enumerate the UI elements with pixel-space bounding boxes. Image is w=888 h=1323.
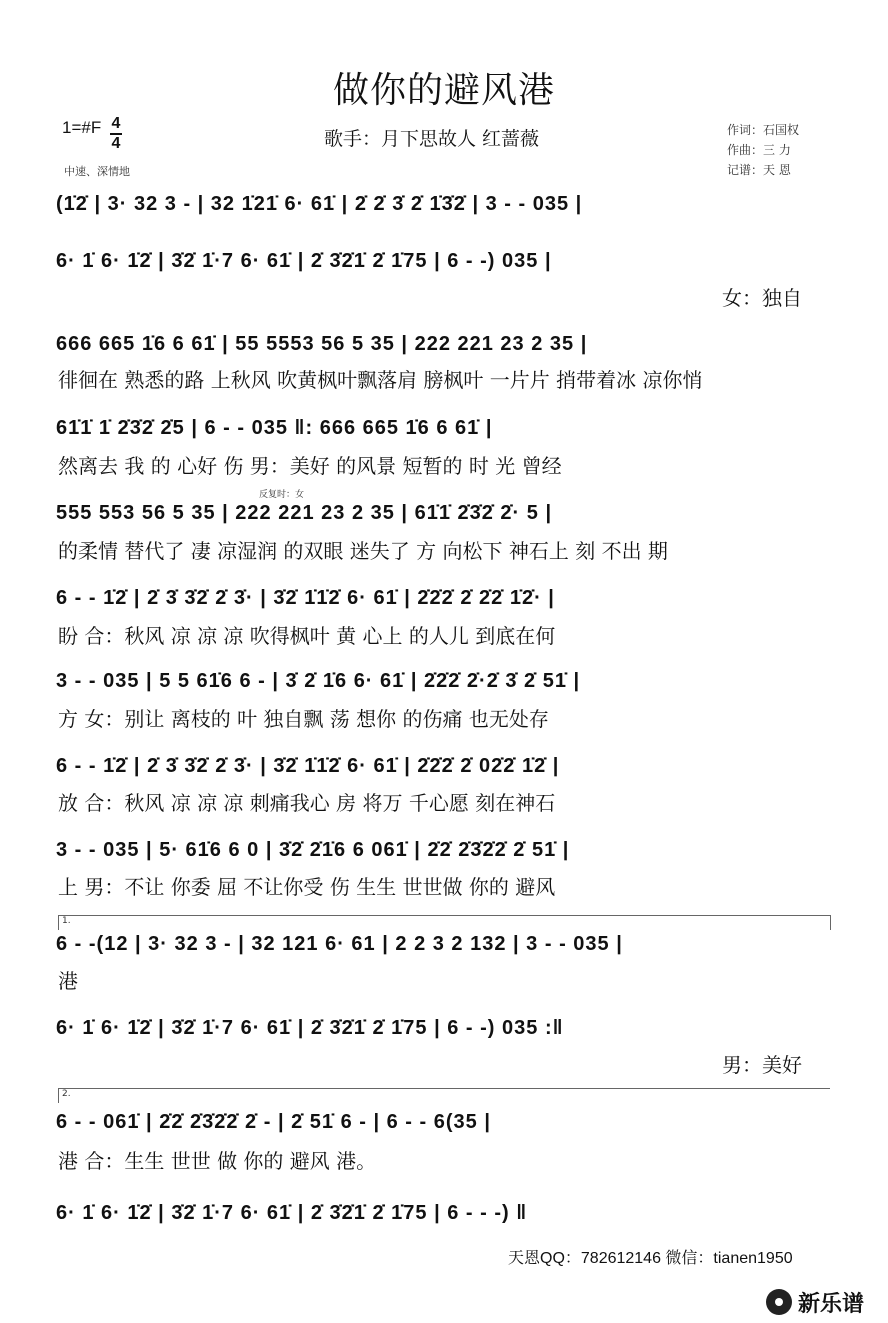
- score-line-6: 6 - - 1̇2̇ | 2̇ 3̇ 3̇2̇ 2̇ 3̇· | 3̇2̇ 1̇1̇2̇ 6· 61̇ | 2̇2̇2̇ 2̇ 2̇2̇ 1̇2̇· |: [56, 587, 555, 609]
- key-signature: 1=#F: [62, 118, 102, 137]
- contact-footer: 天恩QQ：782612146 微信：tianen1950: [508, 1250, 793, 1267]
- lyric-line-3: 徘徊在 熟悉的路 上秋风 吹黄枫叶飘落肩 膀枫叶 一片片 捎带着冰 凉你悄: [58, 368, 703, 392]
- credits: [727, 120, 799, 180]
- score-line-5: 555 553 56 5 35 | 222 221 23 2 35 | 61̇1̇ 2̇3̇2̇ 2̇· 5 |: [56, 502, 553, 524]
- lyric-line-4: 然离去 我 的 心好 伤 男：美好 的风景 短暂的 时 光 曾经: [58, 454, 562, 478]
- lyric-line-9: 上 男：不让 你委 屈 不让你受 伤 生生 世世做 你的 避风: [58, 875, 556, 899]
- score-line-1: (1̇2̇ | 3· 32 3 - | 32 1̇21̇ 6· 61̇ | 2̇ 2̇ 3̇ 2̇ 1̇3̇2̇ | 3 - - 035 |: [56, 193, 583, 215]
- logo-text: 新乐谱: [798, 1291, 865, 1317]
- meter-top: 4: [111, 115, 121, 132]
- repeat-tag: 反复时：女: [259, 490, 305, 500]
- lyric-line-5: 的柔情 替代了 凄 凉湿润 的双眼 迷失了 方 向松下 神石上 刻 不出 期: [58, 539, 668, 563]
- volta-2-label: 2.: [62, 1089, 71, 1099]
- lyric-line-10: 港: [58, 969, 78, 993]
- singer-line: 歌手：月下思故人 红蔷薇: [324, 128, 540, 150]
- score-line-2: 6· 1̇ 6· 1̇2̇ | 3̇2̇ 1̇·7 6· 61̇ | 2̇ 3̇2̇1̇ 2̇ 1̇75 | 6 - -) 035 |: [56, 250, 552, 272]
- score-line-11: 6· 1̇ 6· 1̇2̇ | 3̇2̇ 1̇·7 6· 61̇ | 2̇ 3̇2̇1̇ 2̇ 1̇75 | 6 - -) 035 :‖: [56, 1017, 564, 1039]
- lyric-line-8: 放 合：秋风 凉 凉 凉 刺痛我心 房 将万 千心愿 刻在神石: [58, 791, 556, 815]
- volta-1-label: 1.: [62, 916, 71, 926]
- lyric-line-6: 盼 合：秋风 凉 凉 凉 吹得枫叶 黄 心上 的人儿 到底在何: [58, 624, 556, 648]
- score-line-8: 6 - - 1̇2̇ | 2̇ 3̇ 3̇2̇ 2̇ 3̇· | 3̇2̇ 1̇1̇2̇ 6· 61̇ | 2̇2̇2̇ 2̇ 02̇2̇ 1̇2̇ |: [56, 755, 560, 777]
- credit-lyricist: 作词：石国权: [727, 123, 800, 137]
- score-line-3: 666 665 1̇6 6 61̇ | 55 5553 56 5 35 | 222 221 23 2 35 |: [56, 333, 588, 355]
- tempo-marking: 中速、深情地: [64, 165, 130, 178]
- credit-transcriber: 记谱：天 恩: [727, 163, 791, 177]
- score-line-10: 6 - -(12 | 3· 32 3 - | 32 121 6· 61 | 2 2 3 2 132 | 3 - - 035 |: [56, 933, 623, 955]
- volta-1-bracket: [58, 915, 831, 930]
- volta-2-bracket: [58, 1088, 830, 1103]
- lyric-right-2: 男：美好: [722, 1053, 802, 1077]
- score-line-9: 3 - - 035 | 5· 61̇6 6 0 | 3̇2̇ 2̇1̇6 6 061̇ | 2̇2̇ 2̇3̇2̇2̇ 2̇ 51̇ |: [56, 839, 570, 861]
- score-line-7: 3 - - 035 | 5 5 61̇6 6 - | 3̇ 2̇ 1̇6 6· 61̇ | 2̇2̇2̇ 2̇·2̇ 3̇ 2̇ 51̇ |: [56, 670, 581, 692]
- score-line-4: 61̇1̇ 1̇ 2̇3̇2̇ 2̇5 | 6 - - 035 ‖: 666 665 1̇6 6 61̇ |: [56, 417, 493, 439]
- lyric-line-7: 方 女：别让 离枝的 叶 独自飘 荡 想你 的伤痛 也无处存: [58, 707, 549, 731]
- score-line-13: 6· 1̇ 6· 1̇2̇ | 3̇2̇ 1̇·7 6· 61̇ | 2̇ 3̇2̇1̇ 2̇ 1̇75 | 6 - - -) ‖: [56, 1202, 528, 1224]
- disc-icon: [766, 1289, 792, 1315]
- lyric-right-1: 女：独自: [722, 286, 802, 310]
- score-line-12: 6 - - 061̇ | 2̇2̇ 2̇3̇2̇2̇ 2̇ - | 2̇ 51̇ 6 - | 6 - - 6(35 |: [56, 1111, 491, 1133]
- song-title: 做你的避风港: [332, 70, 555, 111]
- credit-composer: 作曲：三 力: [727, 143, 791, 157]
- meter-bottom: 4: [111, 135, 121, 152]
- lyric-line-12: 港 合：生生 世世 做 你的 避风 港。: [58, 1149, 377, 1173]
- site-logo: [766, 1287, 864, 1317]
- time-signature: [110, 116, 122, 152]
